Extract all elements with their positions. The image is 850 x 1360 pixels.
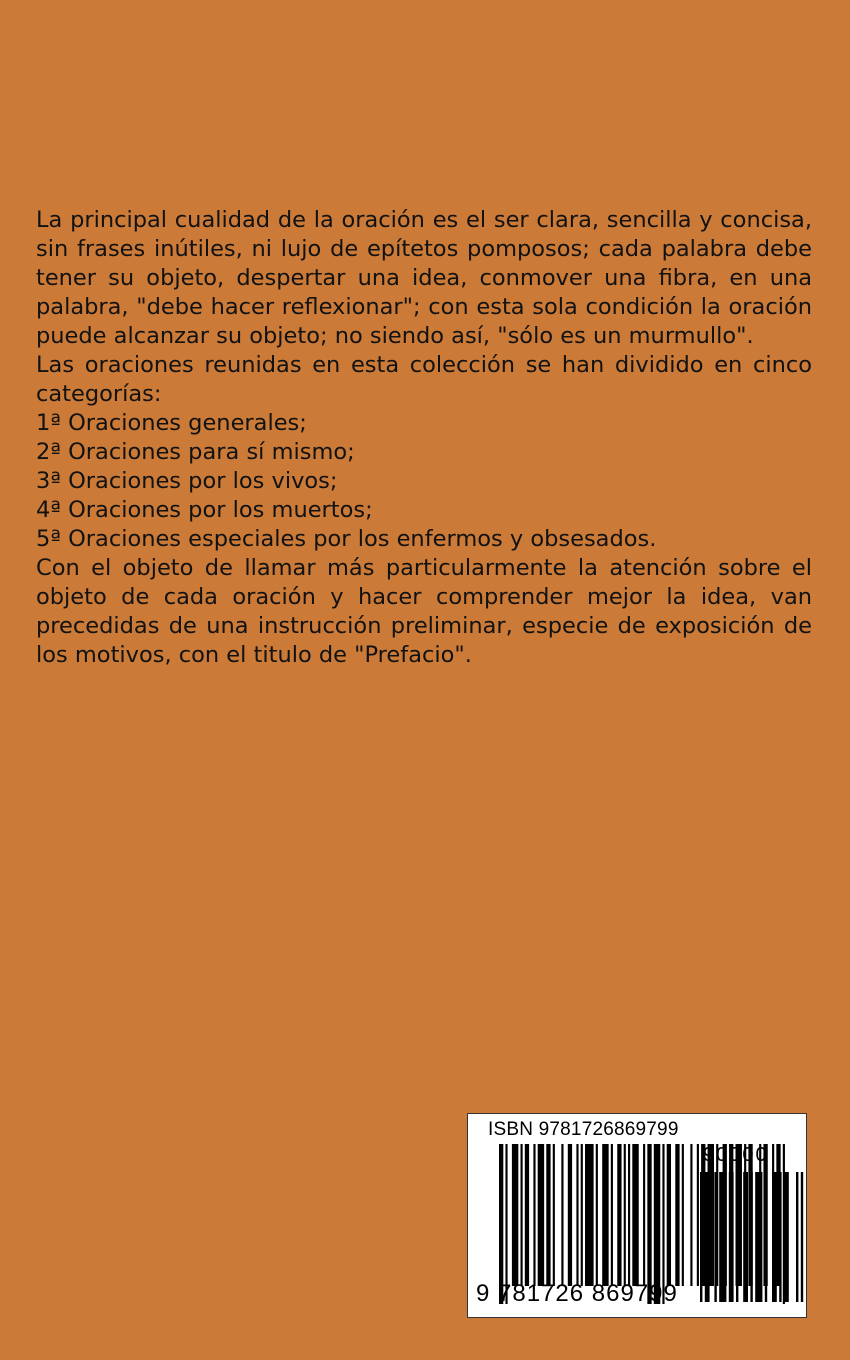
- barcode-addon-bar: [700, 1172, 702, 1302]
- category-item-5: 5ª Oraciones especiales por los enfermos y obsesados.: [36, 526, 657, 552]
- barcode-addon-bar: [779, 1172, 781, 1302]
- blurb-paragraph-3: Con el objeto de llamar más particularmente la atención sobre el objeto de cada oración y hacer comprender mejor la idea, van precedidas de una instrucción preliminar, especie de exposición de los motivos, con el titulo de "Prefacio".: [36, 555, 812, 668]
- barcode-bar: [568, 1144, 572, 1286]
- barcode-addon-bar: [796, 1172, 798, 1302]
- barcode-bar: [697, 1144, 699, 1286]
- barcode-addon-bar: [750, 1172, 752, 1302]
- barcode-bar: [611, 1144, 613, 1286]
- barcode-bar: [682, 1144, 684, 1286]
- barcode-bar: [581, 1144, 583, 1286]
- barcode-bar: [624, 1144, 626, 1286]
- blurb-paragraph-1: La principal cualidad de la oración es el ser clara, sencilla y concisa, sin frases inútiles, ni lujo de epítetos pomposos; cada palabra debe tener su objeto, despertar una idea, conmover una fibra, en una palabra, "debe hacer reflexionar"; con esta sola condición la oración puede alcanzar su objeto; no siendo así, "sólo es un murmullo".: [36, 207, 812, 349]
- barcode-bar: [533, 1144, 535, 1286]
- barcode-bar: [585, 1144, 594, 1286]
- barcode-bar: [553, 1144, 555, 1286]
- category-item-2: 2ª Oraciones para sí mismo;: [36, 439, 355, 465]
- barcode-digits: 9 781726 869799: [476, 1280, 678, 1307]
- barcode-addon-bar: [765, 1172, 767, 1302]
- barcode-bar: [561, 1144, 563, 1286]
- barcode-addon-bar: [719, 1172, 726, 1302]
- barcode-bar: [546, 1144, 550, 1286]
- category-item-3: 3ª Oraciones por los vivos;: [36, 468, 338, 494]
- barcode-bar: [521, 1144, 523, 1286]
- barcode-bar: [690, 1144, 692, 1286]
- barcode-addon-bar: [729, 1172, 734, 1302]
- category-item-1: 1ª Oraciones generales;: [36, 410, 307, 436]
- barcode-addon-bar: [784, 1172, 789, 1302]
- category-item-4: 4ª Oraciones por los muertos;: [36, 497, 373, 523]
- barcode-bar: [643, 1144, 645, 1286]
- barcode-bar: [617, 1144, 621, 1286]
- barcode-addon-bar: [714, 1172, 716, 1302]
- back-cover-blurb: [36, 206, 812, 670]
- barcode-bar: [632, 1144, 638, 1286]
- barcode-bar: [538, 1144, 544, 1286]
- barcode-bar: [512, 1144, 518, 1286]
- isbn-barcode-panel: [467, 1113, 807, 1318]
- barcode-addon-bar: [772, 1172, 777, 1302]
- barcode-bar: [675, 1144, 679, 1286]
- blurb-paragraph-2: Las oraciones reunidas en esta colección se han dividido en cinco categorías:: [36, 352, 812, 407]
- barcode-bar: [596, 1144, 598, 1286]
- barcode-bar: [525, 1144, 529, 1286]
- barcode-addon-bar: [801, 1172, 803, 1302]
- barcode-addon-bar: [755, 1172, 762, 1302]
- barcode-addon-bar: [705, 1172, 710, 1302]
- barcode-bar: [667, 1144, 671, 1286]
- barcode-bar: [628, 1144, 630, 1286]
- isbn-label: ISBN 9781726869799: [488, 1119, 679, 1140]
- barcode-bar: [576, 1144, 578, 1286]
- barcode-addon-bar: [743, 1172, 748, 1302]
- barcode-addon-bar: [736, 1172, 738, 1302]
- barcode-bar: [602, 1144, 608, 1286]
